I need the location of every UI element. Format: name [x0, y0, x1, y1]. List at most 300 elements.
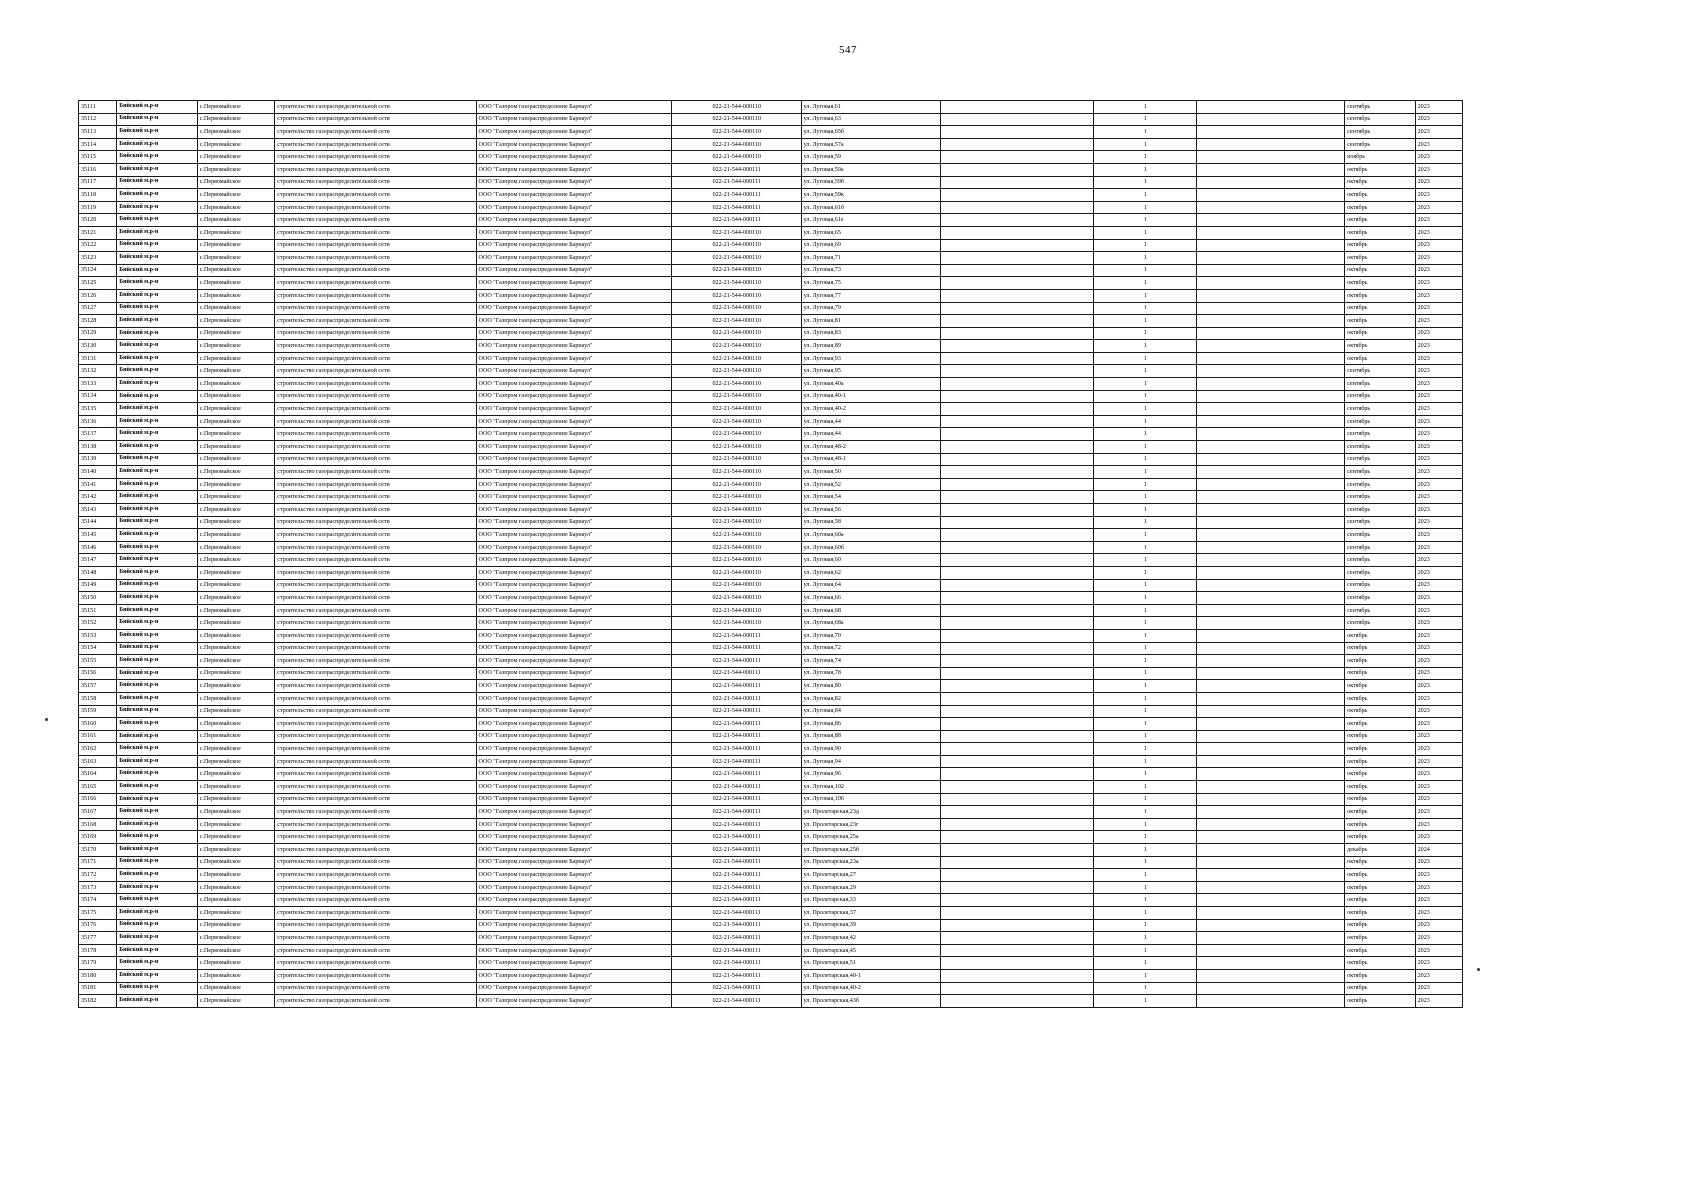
table-cell-blank1 — [940, 781, 1093, 794]
table-cell-region: Бийский м.р-н — [117, 629, 198, 642]
table-cell-num: 35167 — [79, 806, 117, 819]
table-cell-address: ул. Пролетарская,23а — [801, 856, 940, 869]
table-cell-blank1 — [940, 264, 1093, 277]
table-cell-blank2 — [1197, 214, 1345, 227]
table-cell-blank1 — [940, 541, 1093, 554]
table-cell-blank2 — [1197, 768, 1345, 781]
table-cell-num: 35111 — [79, 101, 117, 114]
table-cell-settlement: с.Первомайское — [197, 894, 275, 907]
table-cell-organization: ООО "Газпром газораспределение Барнаул" — [476, 768, 671, 781]
table-cell-month: октябрь — [1345, 340, 1415, 353]
table-cell-month: октябрь — [1345, 680, 1415, 693]
table-cell-work: строительство газораспределительной сети — [275, 151, 476, 164]
table-cell-month: октябрь — [1345, 894, 1415, 907]
table-cell-work: строительство газораспределительной сети — [275, 705, 476, 718]
table-cell-region: Бийский м.р-н — [117, 881, 198, 894]
table-cell-address: ул. Луговая,57а — [801, 138, 940, 151]
table-cell-year: 2023 — [1415, 692, 1462, 705]
table-cell-region: Бийский м.р-н — [117, 302, 198, 315]
table-cell-num: 35165 — [79, 781, 117, 794]
table-cell-region: Бийский м.р-н — [117, 327, 198, 340]
table-cell-count: 1 — [1093, 617, 1197, 630]
table-cell-region: Бийский м.р-н — [117, 126, 198, 139]
table-cell-blank1 — [940, 718, 1093, 731]
table-cell-count: 1 — [1093, 642, 1197, 655]
table-cell-address: ул. Луговая,94 — [801, 755, 940, 768]
table-cell-settlement: с.Первомайское — [197, 592, 275, 605]
table-cell-region: Бийский м.р-н — [117, 516, 198, 529]
table-cell-contract: 022-21-544-000110 — [671, 264, 801, 277]
table-cell-blank2 — [1197, 390, 1345, 403]
table-cell-contract: 022-21-544-000111 — [671, 982, 801, 995]
table-cell-settlement: с.Первомайское — [197, 151, 275, 164]
table-cell-count: 1 — [1093, 554, 1197, 567]
table-cell-address: ул. Луговая,75 — [801, 277, 940, 290]
table-cell-organization: ООО "Газпром газораспределение Барнаул" — [476, 554, 671, 567]
table-cell-address: ул. Пролетарская,40-2 — [801, 982, 940, 995]
table-cell-month: сентябрь — [1345, 390, 1415, 403]
table-cell-work: строительство газораспределительной сети — [275, 226, 476, 239]
table-cell-num: 35162 — [79, 743, 117, 756]
table-cell-count: 1 — [1093, 403, 1197, 416]
table-cell-month: октябрь — [1345, 642, 1415, 655]
table-cell-year: 2023 — [1415, 995, 1462, 1008]
table-row — [79, 390, 1463, 403]
table-cell-organization: ООО "Газпром газораспределение Барнаул" — [476, 176, 671, 189]
table-cell-blank2 — [1197, 453, 1345, 466]
table-cell-settlement: с.Первомайское — [197, 718, 275, 731]
table-cell-year: 2023 — [1415, 541, 1462, 554]
table-cell-year: 2023 — [1415, 327, 1462, 340]
table-cell-settlement: с.Первомайское — [197, 629, 275, 642]
table-cell-work: строительство газораспределительной сети — [275, 352, 476, 365]
table-cell-work: строительство газораспределительной сети — [275, 264, 476, 277]
table-cell-count: 1 — [1093, 415, 1197, 428]
table-cell-year: 2023 — [1415, 982, 1462, 995]
table-cell-count: 1 — [1093, 995, 1197, 1008]
table-cell-contract: 022-21-544-000110 — [671, 566, 801, 579]
table-cell-month: октябрь — [1345, 629, 1415, 642]
table-cell-num: 35169 — [79, 831, 117, 844]
table-cell-address: ул. Пролетарская,42 — [801, 932, 940, 945]
table-cell-settlement: с.Первомайское — [197, 667, 275, 680]
table-cell-num: 35143 — [79, 504, 117, 517]
table-row — [79, 982, 1463, 995]
table-cell-settlement: с.Первомайское — [197, 743, 275, 756]
table-cell-blank1 — [940, 869, 1093, 882]
table-cell-count: 1 — [1093, 529, 1197, 542]
table-cell-address: ул. Луговая,65 — [801, 226, 940, 239]
table-row — [79, 995, 1463, 1008]
table-cell-work: строительство газораспределительной сети — [275, 214, 476, 227]
table-cell-num: 35114 — [79, 138, 117, 151]
table-cell-num: 35144 — [79, 516, 117, 529]
table-cell-contract: 022-21-544-000111 — [671, 932, 801, 945]
table-cell-year: 2023 — [1415, 226, 1462, 239]
table-cell-num: 35173 — [79, 881, 117, 894]
table-cell-settlement: с.Первомайское — [197, 352, 275, 365]
table-cell-organization: ООО "Газпром газораспределение Барнаул" — [476, 466, 671, 479]
table-row — [79, 869, 1463, 882]
table-cell-blank2 — [1197, 163, 1345, 176]
table-cell-contract: 022-21-544-000111 — [671, 189, 801, 202]
table-cell-blank1 — [940, 907, 1093, 920]
table-cell-contract: 022-21-544-000110 — [671, 151, 801, 164]
table-cell-blank1 — [940, 101, 1093, 114]
table-cell-address: ул. Пролетарская,51 — [801, 957, 940, 970]
table-row — [79, 226, 1463, 239]
table-cell-blank1 — [940, 390, 1093, 403]
table-cell-region: Бийский м.р-н — [117, 415, 198, 428]
table-row — [79, 176, 1463, 189]
table-cell-region: Бийский м.р-н — [117, 189, 198, 202]
table-cell-address: ул. Луговая,83 — [801, 327, 940, 340]
table-cell-num: 35155 — [79, 655, 117, 668]
table-cell-settlement: с.Первомайское — [197, 101, 275, 114]
table-cell-count: 1 — [1093, 869, 1197, 882]
table-cell-work: строительство газораспределительной сети — [275, 101, 476, 114]
table-cell-num: 35115 — [79, 151, 117, 164]
table-cell-year: 2023 — [1415, 667, 1462, 680]
table-cell-blank2 — [1197, 466, 1345, 479]
table-cell-contract: 022-21-544-000111 — [671, 642, 801, 655]
table-cell-work: строительство газораспределительной сети — [275, 566, 476, 579]
table-cell-blank1 — [940, 201, 1093, 214]
table-cell-contract: 022-21-544-000110 — [671, 340, 801, 353]
table-cell-region: Бийский м.р-н — [117, 869, 198, 882]
table-cell-settlement: с.Первомайское — [197, 302, 275, 315]
table-cell-num: 35135 — [79, 403, 117, 416]
table-cell-address: ул. Луговая,61е — [801, 214, 940, 227]
table-cell-settlement: с.Первомайское — [197, 705, 275, 718]
table-cell-month: октябрь — [1345, 201, 1415, 214]
table-cell-blank2 — [1197, 352, 1345, 365]
table-row — [79, 214, 1463, 227]
table-cell-work: строительство газораспределительной сети — [275, 163, 476, 176]
table-cell-month: октябрь — [1345, 881, 1415, 894]
table-cell-year: 2023 — [1415, 189, 1462, 202]
table-cell-work: строительство газораспределительной сети — [275, 315, 476, 328]
table-cell-blank1 — [940, 226, 1093, 239]
table-cell-organization: ООО "Газпром газораспределение Барнаул" — [476, 755, 671, 768]
table-cell-blank1 — [940, 969, 1093, 982]
table-cell-work: строительство газораспределительной сети — [275, 126, 476, 139]
table-cell-blank1 — [940, 214, 1093, 227]
table-cell-blank2 — [1197, 655, 1345, 668]
table-cell-count: 1 — [1093, 277, 1197, 290]
table-cell-organization: ООО "Газпром газораспределение Барнаул" — [476, 340, 671, 353]
table-cell-work: строительство газораспределительной сети — [275, 995, 476, 1008]
table-cell-region: Бийский м.р-н — [117, 831, 198, 844]
table-cell-address: ул. Луговая,90 — [801, 743, 940, 756]
table-cell-settlement: с.Первомайское — [197, 907, 275, 920]
table-cell-settlement: с.Первомайское — [197, 226, 275, 239]
table-cell-region: Бийский м.р-н — [117, 655, 198, 668]
table-cell-contract: 022-21-544-000110 — [671, 315, 801, 328]
table-cell-contract: 022-21-544-000111 — [671, 907, 801, 920]
table-cell-work: строительство газораспределительной сети — [275, 793, 476, 806]
table-cell-contract: 022-21-544-000111 — [671, 995, 801, 1008]
table-cell-count: 1 — [1093, 390, 1197, 403]
table-cell-region: Бийский м.р-н — [117, 692, 198, 705]
table-cell-settlement: с.Первомайское — [197, 604, 275, 617]
table-cell-year: 2023 — [1415, 491, 1462, 504]
table-cell-month: октябрь — [1345, 705, 1415, 718]
table-cell-year: 2023 — [1415, 831, 1462, 844]
table-cell-month: сентябрь — [1345, 403, 1415, 416]
table-cell-num: 35157 — [79, 680, 117, 693]
table-cell-settlement: с.Первомайское — [197, 491, 275, 504]
table-cell-address: ул. Луговая,106 — [801, 793, 940, 806]
table-cell-year: 2023 — [1415, 617, 1462, 630]
table-cell-contract: 022-21-544-000111 — [671, 781, 801, 794]
table-row — [79, 138, 1463, 151]
table-cell-contract: 022-21-544-000111 — [671, 743, 801, 756]
table-cell-month: октябрь — [1345, 995, 1415, 1008]
table-cell-address: ул. Луговая,48-2 — [801, 441, 940, 454]
table-cell-work: строительство газораспределительной сети — [275, 730, 476, 743]
table-cell-year: 2023 — [1415, 403, 1462, 416]
table-cell-month: октябрь — [1345, 944, 1415, 957]
table-cell-contract: 022-21-544-000111 — [671, 176, 801, 189]
table-cell-contract: 022-21-544-000111 — [671, 768, 801, 781]
table-cell-month: сентябрь — [1345, 126, 1415, 139]
table-cell-year: 2023 — [1415, 289, 1462, 302]
table-cell-settlement: с.Первомайское — [197, 680, 275, 693]
table-row — [79, 516, 1463, 529]
table-cell-count: 1 — [1093, 264, 1197, 277]
table-cell-blank1 — [940, 932, 1093, 945]
table-cell-region: Бийский м.р-н — [117, 113, 198, 126]
table-cell-work: строительство газораспределительной сети — [275, 655, 476, 668]
table-cell-num: 35156 — [79, 667, 117, 680]
table-cell-month: октябрь — [1345, 163, 1415, 176]
table-cell-year: 2023 — [1415, 818, 1462, 831]
table-cell-contract: 022-21-544-000111 — [671, 755, 801, 768]
table-cell-count: 1 — [1093, 504, 1197, 517]
table-row — [79, 478, 1463, 491]
table-cell-blank2 — [1197, 504, 1345, 517]
table-cell-contract: 022-21-544-000111 — [671, 919, 801, 932]
table-cell-contract: 022-21-544-000111 — [671, 705, 801, 718]
table-cell-blank2 — [1197, 629, 1345, 642]
table-cell-month: сентябрь — [1345, 504, 1415, 517]
table-cell-organization: ООО "Газпром газораспределение Барнаул" — [476, 680, 671, 693]
table-cell-num: 35179 — [79, 957, 117, 970]
table-cell-month: сентябрь — [1345, 554, 1415, 567]
table-row — [79, 881, 1463, 894]
table-cell-num: 35152 — [79, 617, 117, 630]
table-cell-region: Бийский м.р-н — [117, 239, 198, 252]
table-cell-month: сентябрь — [1345, 441, 1415, 454]
table-cell-month: ноябрь — [1345, 151, 1415, 164]
table-cell-month: октябрь — [1345, 982, 1415, 995]
table-cell-address: ул. Пролетарская,23д — [801, 806, 940, 819]
table-row — [79, 340, 1463, 353]
table-cell-num: 35131 — [79, 352, 117, 365]
table-cell-month: сентябрь — [1345, 529, 1415, 542]
table-cell-work: строительство газораспределительной сети — [275, 982, 476, 995]
table-cell-count: 1 — [1093, 365, 1197, 378]
table-cell-month: декабрь — [1345, 844, 1415, 857]
table-cell-count: 1 — [1093, 856, 1197, 869]
table-cell-address: ул. Луговая,69 — [801, 239, 940, 252]
table-cell-month: октябрь — [1345, 289, 1415, 302]
table-cell-work: строительство газораспределительной сети — [275, 289, 476, 302]
table-cell-address: ул. Луговая,59а — [801, 163, 940, 176]
table-row — [79, 277, 1463, 290]
table-cell-address: ул. Луговая,64 — [801, 579, 940, 592]
table-cell-settlement: с.Первомайское — [197, 730, 275, 743]
table-cell-blank2 — [1197, 844, 1345, 857]
table-cell-blank1 — [940, 705, 1093, 718]
table-cell-blank2 — [1197, 718, 1345, 731]
table-cell-work: строительство газораспределительной сети — [275, 881, 476, 894]
table-cell-num: 35123 — [79, 252, 117, 265]
table-cell-blank2 — [1197, 252, 1345, 265]
table-cell-settlement: с.Первомайское — [197, 428, 275, 441]
table-cell-work: строительство газораспределительной сети — [275, 554, 476, 567]
table-cell-work: строительство газораспределительной сети — [275, 138, 476, 151]
table-cell-address: ул. Луговая,59 — [801, 151, 940, 164]
table-cell-organization: ООО "Газпром газораспределение Барнаул" — [476, 214, 671, 227]
table-cell-blank2 — [1197, 113, 1345, 126]
table-cell-blank2 — [1197, 428, 1345, 441]
table-cell-settlement: с.Первомайское — [197, 315, 275, 328]
table-cell-address: ул. Луговая,62 — [801, 566, 940, 579]
table-cell-settlement: с.Первомайское — [197, 138, 275, 151]
table-row — [79, 365, 1463, 378]
table-cell-num: 35129 — [79, 327, 117, 340]
table-cell-blank2 — [1197, 617, 1345, 630]
table-cell-num: 35117 — [79, 176, 117, 189]
table-cell-blank1 — [940, 566, 1093, 579]
table-row — [79, 856, 1463, 869]
table-cell-region: Бийский м.р-н — [117, 163, 198, 176]
table-cell-blank2 — [1197, 264, 1345, 277]
table-row — [79, 441, 1463, 454]
table-cell-blank1 — [940, 252, 1093, 265]
table-cell-contract: 022-21-544-000110 — [671, 466, 801, 479]
table-cell-count: 1 — [1093, 781, 1197, 794]
table-cell-address: ул. Луговая,74 — [801, 655, 940, 668]
table-cell-blank2 — [1197, 793, 1345, 806]
table-cell-blank1 — [940, 277, 1093, 290]
table-cell-blank1 — [940, 151, 1093, 164]
table-cell-contract: 022-21-544-000110 — [671, 516, 801, 529]
table-cell-address: ул. Луговая,40-2 — [801, 403, 940, 416]
table-cell-contract: 022-21-544-000111 — [671, 894, 801, 907]
table-cell-year: 2023 — [1415, 201, 1462, 214]
table-cell-blank2 — [1197, 579, 1345, 592]
table-cell-contract: 022-21-544-000110 — [671, 239, 801, 252]
table-cell-num: 35174 — [79, 894, 117, 907]
table-cell-settlement: с.Первомайское — [197, 793, 275, 806]
table-cell-settlement: с.Первомайское — [197, 126, 275, 139]
table-cell-region: Бийский м.р-н — [117, 289, 198, 302]
table-cell-work: строительство газораспределительной сети — [275, 277, 476, 290]
table-cell-blank2 — [1197, 302, 1345, 315]
table-cell-month: октябрь — [1345, 755, 1415, 768]
table-cell-address: ул. Луговая,78 — [801, 667, 940, 680]
table-cell-organization: ООО "Газпром газораспределение Барнаул" — [476, 302, 671, 315]
table-cell-year: 2023 — [1415, 365, 1462, 378]
table-cell-work: строительство газораспределительной сети — [275, 768, 476, 781]
table-cell-count: 1 — [1093, 252, 1197, 265]
table-cell-num: 35172 — [79, 869, 117, 882]
table-cell-settlement: с.Первомайское — [197, 403, 275, 416]
table-cell-blank2 — [1197, 529, 1345, 542]
table-cell-contract: 022-21-544-000111 — [671, 718, 801, 731]
table-cell-organization: ООО "Газпром газораспределение Барнаул" — [476, 365, 671, 378]
table-cell-address: ул. Луговая,44 — [801, 415, 940, 428]
table-cell-count: 1 — [1093, 705, 1197, 718]
table-cell-month: сентябрь — [1345, 365, 1415, 378]
table-cell-blank2 — [1197, 201, 1345, 214]
table-cell-count: 1 — [1093, 541, 1197, 554]
table-cell-settlement: с.Первомайское — [197, 365, 275, 378]
table-cell-year: 2023 — [1415, 504, 1462, 517]
table-cell-year: 2023 — [1415, 138, 1462, 151]
table-cell-work: строительство газораспределительной сети — [275, 617, 476, 630]
table-cell-work: строительство газораспределительной сети — [275, 932, 476, 945]
table-cell-settlement: с.Первомайское — [197, 453, 275, 466]
table-cell-year: 2023 — [1415, 151, 1462, 164]
table-cell-year: 2023 — [1415, 969, 1462, 982]
table-cell-year: 2023 — [1415, 441, 1462, 454]
table-cell-work: строительство газораспределительной сети — [275, 957, 476, 970]
table-cell-organization: ООО "Газпром газораспределение Барнаул" — [476, 126, 671, 139]
table-cell-blank2 — [1197, 226, 1345, 239]
table-cell-count: 1 — [1093, 755, 1197, 768]
table-cell-organization: ООО "Газпром газораспределение Барнаул" — [476, 491, 671, 504]
table-cell-month: октябрь — [1345, 818, 1415, 831]
table-cell-region: Бийский м.р-н — [117, 566, 198, 579]
table-cell-blank1 — [940, 894, 1093, 907]
table-cell-num: 35175 — [79, 907, 117, 920]
table-cell-year: 2023 — [1415, 252, 1462, 265]
table-cell-month: октябрь — [1345, 176, 1415, 189]
table-cell-settlement: с.Первомайское — [197, 957, 275, 970]
table-cell-organization: ООО "Газпром газораспределение Барнаул" — [476, 315, 671, 328]
table-cell-address: ул. Луговая,68 — [801, 604, 940, 617]
table-cell-work: строительство газораспределительной сети — [275, 113, 476, 126]
table-cell-blank2 — [1197, 944, 1345, 957]
table-cell-organization: ООО "Газпром газораспределение Барнаул" — [476, 113, 671, 126]
table-cell-settlement: с.Первомайское — [197, 478, 275, 491]
table-cell-year: 2023 — [1415, 957, 1462, 970]
table-cell-count: 1 — [1093, 138, 1197, 151]
table-cell-region: Бийский м.р-н — [117, 541, 198, 554]
table-cell-blank1 — [940, 793, 1093, 806]
table-cell-organization: ООО "Газпром газораспределение Барнаул" — [476, 390, 671, 403]
table-cell-address: ул. Луговая,73 — [801, 264, 940, 277]
table-cell-blank1 — [940, 944, 1093, 957]
table-cell-organization: ООО "Газпром газораспределение Барнаул" — [476, 781, 671, 794]
table-cell-year: 2023 — [1415, 352, 1462, 365]
table-cell-work: строительство газораспределительной сети — [275, 239, 476, 252]
table-cell-contract: 022-21-544-000111 — [671, 214, 801, 227]
table-cell-year: 2023 — [1415, 516, 1462, 529]
table-cell-num: 35161 — [79, 730, 117, 743]
table-cell-num: 35119 — [79, 201, 117, 214]
table-cell-contract: 022-21-544-000110 — [671, 365, 801, 378]
table-cell-contract: 022-21-544-000111 — [671, 969, 801, 982]
table-cell-year: 2023 — [1415, 705, 1462, 718]
table-cell-organization: ООО "Газпром газораспределение Барнаул" — [476, 189, 671, 202]
table-cell-address: ул. Луговая,50 — [801, 466, 940, 479]
table-cell-organization: ООО "Газпром газораспределение Барнаул" — [476, 101, 671, 114]
